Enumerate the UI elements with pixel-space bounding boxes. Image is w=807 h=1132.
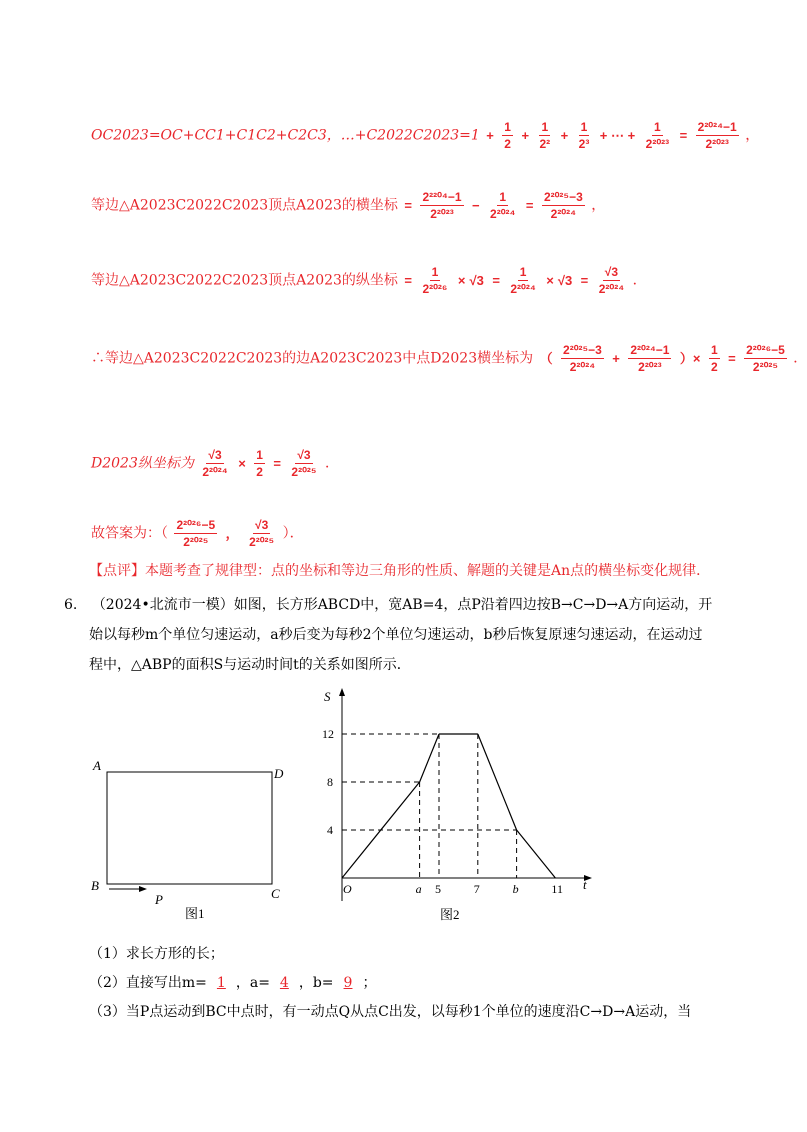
fraction: $\frac{√3}{\text{2²⁰²⁵}}$	[249, 518, 275, 549]
fraction: $\frac{1}{\text{2²⁰²⁴}}$	[510, 265, 536, 296]
problem-line-2: 始以每秒m个单位匀速运动，a秒后变为每秒2个单位匀速运动，b秒后恢复原速匀速运动，在运动过	[89, 627, 703, 643]
label-b: B	[91, 878, 99, 893]
arrow-head-icon	[139, 886, 147, 892]
comment	[89, 562, 710, 580]
problem-number: 6.	[64, 597, 78, 613]
fraction: $\frac{\text{2²²⁰⁴−1}}{\text{2²⁰²³}}$	[422, 190, 462, 221]
figure-1-caption: 图1	[185, 906, 205, 921]
y-tick-label: 8	[327, 775, 333, 789]
solution-line-5: D2023纵坐标为 $\frac{√3}{\text{2²⁰²⁴}}$ × $\frac{1}{2}$ = $\frac{√3}{\text{2²⁰²⁵}}$ ．	[91, 448, 339, 479]
y-tick-label: 12	[322, 727, 334, 741]
fraction: $\frac{\text{2²⁰²⁴−1}}{\text{2²⁰²³}}$	[697, 120, 737, 151]
comment-tag: 【点评】	[89, 563, 145, 579]
fraction: $\frac{1}{2}$	[256, 448, 263, 479]
figure-2	[312, 683, 602, 923]
comment-text: 本题考查了规律型：点的坐标和等边三角形的性质、解题的关键是An点的横坐标变化规律．	[145, 563, 711, 579]
label-c: C	[271, 886, 280, 901]
label-p: P	[155, 892, 163, 907]
question-2: （2）直接写出m= 1 ，a= 4 ，b= 9 ；	[89, 975, 377, 991]
fraction: $\frac{\text{2²⁰²⁵−3}}{\text{2²⁰²⁴}}$	[563, 343, 602, 374]
question-1: （1）求长方形的长；	[89, 946, 224, 962]
fraction: $\frac{\text{2²⁰²⁶−5}}{\text{2²⁰²⁵}}$	[746, 343, 785, 374]
rectangle-abcd	[107, 772, 272, 884]
answer-a: 4	[279, 975, 289, 991]
graph-segment	[517, 830, 556, 878]
x-tick-label: 11	[551, 882, 563, 896]
fraction: $\frac{\text{2²⁰²⁶−5}}{\text{2²⁰²⁵}}$	[176, 518, 216, 549]
question-3: （3）当P点运动到BC中点时，有一动点Q从点C出发，以每秒1个单位的速度沿C→D→A运动，当	[89, 1004, 692, 1020]
problem-line-1	[64, 596, 712, 614]
solution-line-3: 等边△A2023C2022C2023顶点A2023的纵坐标 = $\frac{1}{\text{2²⁰²⁶}}$ × √3 = $\frac{1}{\text{2²⁰²⁴}}$ × √3 = $\frac{√3}{\text{2²⁰²⁴}}$ ．	[91, 265, 647, 296]
fraction: $\frac{1}{\text{2²⁰²⁶}}$	[422, 265, 448, 296]
solution-line-2: 等边△A2023C2022C2023顶点A2023的横坐标 = $\frac{\text{2²²⁰⁴−1}}{\text{2²⁰²³}}$ − $\frac{1}{\text{2²⁰²⁴}}$ = $\frac{\text{2²⁰²⁵−3}}{\text{2²⁰²⁴}}$ ，	[91, 190, 606, 221]
fraction: $\frac{1}{\text{2²⁰²³}}$	[645, 120, 670, 151]
graph-segment	[478, 734, 517, 830]
graph-segment	[420, 734, 439, 782]
solution-line-1: OC2023=OC+CC1+C1C2+C2C3，…+C2022C2023=1 + $\frac{1}{2}$ + $\frac{1}{\text{2²}}$ + $\frac{1}{\text{2³}}$ + ⋯ + $\frac{1}{\text{2²⁰²³}}$ = $\frac{\text{2²⁰²⁴−1}}{\text{2²⁰²³}}$ ，	[91, 120, 760, 151]
fraction: $\frac{1}{2}$	[504, 120, 511, 151]
x-tick-label: 5	[435, 882, 441, 896]
label-a: A	[93, 758, 101, 773]
y-axis-label: S	[324, 689, 331, 704]
line5-text: D2023纵坐标为	[91, 455, 194, 472]
y-axis-arrow-icon	[339, 688, 345, 696]
plus-sign: +	[486, 127, 494, 143]
answer-b: 9	[343, 975, 353, 991]
fraction: $\frac{\text{2²⁰²⁴−1}}{\text{2²⁰²³}}$	[630, 343, 670, 374]
x-tick-label: 7	[473, 882, 480, 896]
problem-line-3: 程中，△ABP的面积S与运动时间t的关系如图所示．	[89, 657, 411, 673]
x-axis-label: t	[583, 877, 587, 892]
fraction: $\frac{1}{\text{2²⁰²⁴}}$	[490, 190, 516, 221]
answer-m: 1	[216, 975, 226, 991]
label-d: D	[274, 766, 284, 781]
figure-1	[85, 750, 295, 925]
fraction: $\frac{√3}{\text{2²⁰²⁴}}$	[202, 448, 228, 479]
solution-line-4: ∴等边△A2023C2022C2023的边A2023C2023中点D2023横坐标为 （ $\frac{\text{2²⁰²⁵−3}}{\text{2²⁰²⁴}}$ + $\frac{\text{2²⁰²⁴−1}}{\text{2²⁰²³}}$ ）× $\frac{1}{2}$ = $\frac{\text{2²⁰²⁶−5}}{\text{2²⁰²⁵}}$ ．	[91, 343, 807, 374]
fraction: $\frac{1}{\text{2²}}$	[539, 120, 551, 151]
line2-text: 等边△A2023C2022C2023顶点A2023的横坐标	[91, 197, 398, 214]
line3-text: 等边△A2023C2022C2023顶点A2023的纵坐标	[91, 272, 398, 289]
origin-label: O	[343, 882, 352, 896]
chart-area	[322, 688, 592, 922]
fraction: $\frac{1}{2}$	[710, 343, 718, 374]
line4-text: ∴等边△A2023C2022C2023的边A2023C2023中点D2023横坐标为	[91, 350, 534, 367]
y-tick-label: 4	[327, 823, 333, 837]
answer-line: 故答案为：（ $\frac{\text{2²⁰²⁶−5}}{\text{2²⁰²⁵}}$ ， $\frac{√3}{\text{2²⁰²⁵}}$ ）．	[91, 518, 304, 549]
fraction: $\frac{\text{2²⁰²⁵−3}}{\text{2²⁰²⁴}}$	[543, 190, 583, 221]
fraction: $\frac{√3}{\text{2²⁰²⁴}}$	[598, 265, 625, 296]
x-tick-label: b	[512, 882, 519, 896]
x-tick-label: a	[415, 882, 422, 896]
fraction: $\frac{1}{\text{2³}}$	[578, 120, 590, 151]
figure-2-caption: 图2	[440, 907, 460, 922]
answer-label: 故答案为：（	[91, 525, 168, 542]
line1-prefix: OC2023=OC+CC1+C1C2+C2C3，…+C2022C2023=1	[91, 127, 480, 144]
fraction: $\frac{√3}{\text{2²⁰²⁵}}$	[291, 448, 317, 479]
problem-text-1: （2024•北流市一模）如图，长方形ABCD中，宽AB=4，点P沿着四边按B→C→D→A方向运动，开	[91, 597, 713, 613]
